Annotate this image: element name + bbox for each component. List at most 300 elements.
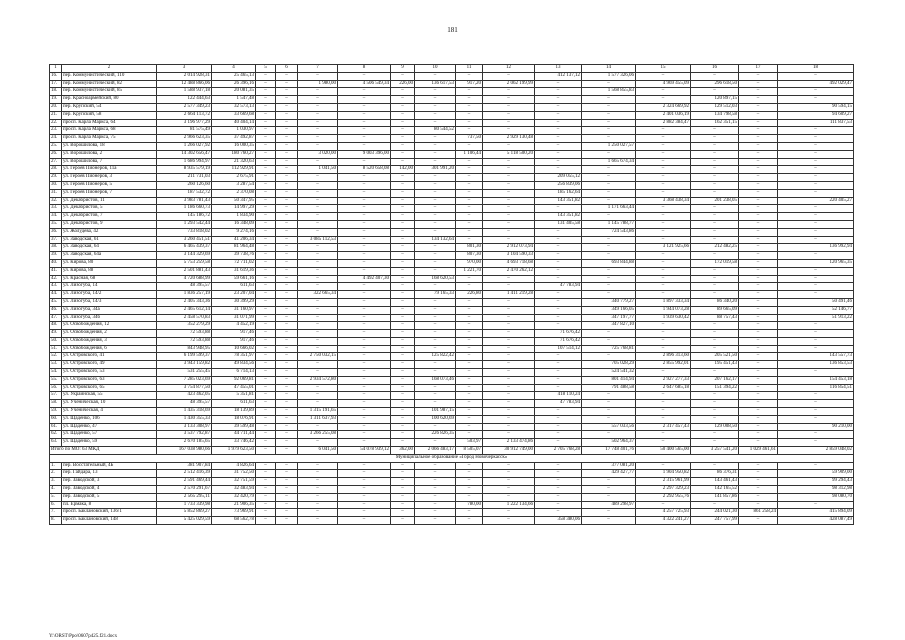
value-cell: – — [338, 369, 391, 377]
address-cell: ул. Лизогуба, 34б — [62, 314, 157, 322]
value-cell: – — [391, 174, 415, 182]
value-cell: – — [391, 205, 415, 213]
value-cell: – — [483, 400, 535, 408]
table-row — [50, 96, 854, 104]
address-cell: пер. Заводской, 5 — [62, 493, 157, 501]
value-cell: – — [691, 345, 739, 353]
value-cell: – — [338, 314, 391, 322]
value-cell: – — [535, 306, 582, 314]
value-cell: – — [391, 252, 415, 260]
section-heading-row — [50, 454, 854, 462]
value-cell: – — [256, 220, 276, 228]
value-cell: – — [276, 478, 298, 486]
value-cell: – — [582, 166, 636, 174]
value-cell: 136 853,53 — [778, 361, 854, 369]
value-cell: – — [636, 369, 691, 377]
value-cell: – — [338, 361, 391, 369]
value-cell: – — [415, 470, 456, 478]
value-cell: – — [739, 127, 778, 135]
value-cell: – — [298, 423, 338, 431]
value-cell: 2 501 881,43 — [157, 267, 212, 275]
table-row — [50, 111, 854, 119]
value-cell: 39 599,48 — [212, 423, 256, 431]
value-cell: 611,63 — [212, 400, 256, 408]
value-cell: 2 512 416,39 — [157, 470, 212, 478]
value-cell: 180 760,27 — [212, 150, 256, 158]
value-cell: – — [483, 111, 535, 119]
value-cell: 226 826,35 — [415, 431, 456, 439]
row-number-cell: 62. — [50, 431, 62, 439]
row-number-cell: 30. — [50, 181, 62, 189]
value-cell: – — [338, 244, 391, 252]
value-cell: – — [691, 330, 739, 338]
row-number-cell: 36. — [50, 228, 62, 236]
value-cell: – — [298, 88, 338, 96]
value-cell: – — [391, 150, 415, 158]
value-cell: – — [391, 158, 415, 166]
value-cell: 5 351,81 — [212, 392, 256, 400]
value-cell: – — [483, 415, 535, 423]
column-number-cell: 8 — [338, 65, 391, 73]
value-cell: – — [338, 267, 391, 275]
value-cell: 79 165,33 — [415, 291, 456, 299]
value-cell: 44 711,44 — [212, 431, 256, 439]
value-cell: – — [483, 478, 535, 486]
address-cell: просп. Карла Маркса, 68 — [62, 127, 157, 135]
table-row — [50, 166, 854, 174]
value-cell: – — [415, 322, 456, 330]
value-cell: – — [276, 384, 298, 392]
value-cell: 4 257 725,93 — [636, 509, 691, 517]
value-cell: – — [778, 72, 854, 80]
value-cell: 9 274,16 — [212, 228, 256, 236]
value-cell: – — [739, 88, 778, 96]
table-row — [50, 267, 854, 275]
value-cell: – — [582, 408, 636, 416]
value-cell: – — [415, 392, 456, 400]
value-cell: 1 980,00 — [298, 80, 338, 88]
row-number-cell: 37. — [50, 236, 62, 244]
value-cell: – — [691, 205, 739, 213]
value-cell: 142,00 — [391, 166, 415, 174]
address-cell: ул. Островского, 41 — [62, 353, 157, 361]
value-cell: – — [338, 283, 391, 291]
value-cell: 1 250 027,57 — [582, 142, 636, 150]
row-number-cell: 63. — [50, 439, 62, 447]
value-cell: – — [739, 267, 778, 275]
column-number-cell: 5 — [256, 65, 276, 73]
value-cell: – — [456, 392, 483, 400]
value-cell: – — [691, 415, 739, 423]
value-cell: – — [415, 205, 456, 213]
value-cell: – — [298, 267, 338, 275]
value-cell: – — [338, 298, 391, 306]
row-number-cell: 39. — [50, 252, 62, 260]
value-cell: 843 948,95 — [157, 345, 212, 353]
value-cell: – — [298, 103, 338, 111]
row-number-cell: 2. — [50, 470, 62, 478]
value-cell: 3 368 438,34 — [636, 197, 691, 205]
value-cell: – — [256, 197, 276, 205]
row-number-cell: 31. — [50, 189, 62, 197]
value-cell: – — [298, 275, 338, 283]
value-cell: 970,00 — [456, 259, 483, 267]
value-cell: – — [415, 135, 456, 143]
row-number-cell: 22. — [50, 119, 62, 127]
value-cell: – — [483, 119, 535, 127]
value-cell: 358 380,06 — [535, 517, 582, 525]
value-cell: – — [535, 291, 582, 299]
table-row — [50, 135, 854, 143]
value-cell: – — [535, 275, 582, 283]
value-cell: – — [391, 376, 415, 384]
value-cell: 80 544,52 — [415, 127, 456, 135]
value-cell: 557 033,56 — [582, 423, 636, 431]
value-cell: – — [276, 486, 298, 494]
column-number-cell: 7 — [298, 65, 338, 73]
value-cell: – — [391, 423, 415, 431]
value-cell: – — [276, 306, 298, 314]
value-cell: – — [691, 236, 739, 244]
value-cell: – — [298, 345, 338, 353]
value-cell: – — [535, 111, 582, 119]
value-cell: 211 731,03 — [157, 174, 212, 182]
address-cell: ул. Островского, 63 — [62, 376, 157, 384]
value-cell: 3 943 159,82 — [157, 361, 212, 369]
value-cell: – — [415, 462, 456, 470]
value-cell: – — [391, 213, 415, 221]
table-row — [50, 462, 854, 470]
value-cell: – — [636, 330, 691, 338]
value-cell: 1 588 937,18 — [157, 88, 212, 96]
row-number-cell: 29. — [50, 174, 62, 182]
value-cell: 141 857,86 — [691, 493, 739, 501]
value-cell: 1 171 663,44 — [582, 205, 636, 213]
value-cell: 120 965,35 — [778, 259, 854, 267]
value-cell: 32 420,79 — [212, 493, 256, 501]
value-cell: – — [691, 127, 739, 135]
column-number-cell: 15 — [636, 65, 691, 73]
value-cell: – — [636, 462, 691, 470]
value-cell: 1 733 339,98 — [157, 501, 212, 509]
value-cell: – — [778, 228, 854, 236]
value-cell: – — [535, 486, 582, 494]
value-cell: – — [535, 127, 582, 135]
value-cell: 101 987,15 — [415, 408, 456, 416]
value-cell: 917,46 — [212, 337, 256, 345]
value-cell: – — [415, 88, 456, 96]
value-cell: – — [391, 135, 415, 143]
value-cell: 1 665 674,34 — [582, 158, 636, 166]
value-cell: – — [778, 189, 854, 197]
table-row — [50, 408, 854, 416]
value-cell: – — [691, 158, 739, 166]
table-row — [50, 330, 854, 338]
value-cell: – — [739, 291, 778, 299]
value-cell: – — [636, 158, 691, 166]
value-cell: 1 430 355,33 — [157, 415, 212, 423]
value-cell: – — [415, 228, 456, 236]
value-cell: 120 897,15 — [691, 96, 739, 104]
value-cell: – — [582, 103, 636, 111]
value-cell: – — [483, 517, 535, 525]
value-cell: 8 935 579,19 — [157, 166, 212, 174]
value-cell: – — [636, 275, 691, 283]
address-cell: ул. Островского, 49 — [62, 361, 157, 369]
value-cell: – — [483, 392, 535, 400]
value-cell: – — [298, 135, 338, 143]
table-row — [50, 252, 854, 260]
value-cell: – — [739, 158, 778, 166]
row-number-cell: 33. — [50, 205, 62, 213]
page-number: 181 — [447, 26, 458, 34]
value-cell: – — [636, 236, 691, 244]
value-cell: – — [276, 392, 298, 400]
total-value-cell: 54 078 939,12 — [338, 447, 391, 455]
value-cell: – — [415, 486, 456, 494]
address-cell: ул. Щаденко, 106 — [62, 415, 157, 423]
value-cell: 2 664 113,72 — [157, 111, 212, 119]
value-cell: 73 969,91 — [212, 509, 256, 517]
value-cell: – — [415, 220, 456, 228]
value-cell: – — [456, 197, 483, 205]
table-row — [50, 150, 854, 158]
value-cell: – — [456, 283, 483, 291]
value-cell: 3 020,00 — [298, 150, 338, 158]
value-cell: – — [636, 267, 691, 275]
value-cell: – — [582, 213, 636, 221]
value-cell: – — [338, 103, 391, 111]
value-cell: – — [391, 220, 415, 228]
value-cell: 112 929,91 — [212, 166, 256, 174]
value-cell: – — [391, 486, 415, 494]
value-cell: – — [276, 80, 298, 88]
value-cell: 791 488,58 — [582, 384, 636, 392]
value-cell: – — [636, 213, 691, 221]
value-cell: – — [415, 509, 456, 517]
value-cell: 3 085 112,53 — [298, 236, 338, 244]
value-cell: – — [338, 197, 391, 205]
value-cell: 5 425 029,59 — [157, 517, 212, 525]
value-cell: – — [298, 96, 338, 104]
value-cell: – — [256, 408, 276, 416]
value-cell: 32 573,13 — [212, 103, 256, 111]
value-cell: – — [276, 298, 298, 306]
value-cell: – — [535, 259, 582, 267]
value-cell: 301 991,20 — [415, 166, 456, 174]
value-cell: – — [456, 353, 483, 361]
value-cell: – — [391, 345, 415, 353]
value-cell: 2 370,08 — [212, 189, 256, 197]
value-cell: 917,46 — [212, 330, 256, 338]
value-cell: – — [739, 135, 778, 143]
value-cell: – — [456, 400, 483, 408]
column-number-cell: 10 — [415, 65, 456, 73]
value-cell: – — [256, 353, 276, 361]
row-number-cell: 6. — [50, 501, 62, 509]
value-cell: – — [298, 517, 338, 525]
row-number-cell: 20. — [50, 103, 62, 111]
value-cell: – — [298, 252, 338, 260]
value-cell: – — [391, 330, 415, 338]
value-cell: 2 647 685,18 — [636, 384, 691, 392]
value-cell: – — [256, 486, 276, 494]
value-cell: – — [298, 111, 338, 119]
value-cell: – — [739, 423, 778, 431]
value-cell: – — [582, 111, 636, 119]
capital-repair-table — [49, 64, 854, 525]
table-row — [50, 291, 854, 299]
address-cell: ул. Ученическая, 4 — [62, 408, 157, 416]
table-row — [50, 228, 854, 236]
value-cell: – — [691, 291, 739, 299]
value-cell: – — [256, 415, 276, 423]
value-cell: – — [391, 431, 415, 439]
value-cell: – — [338, 72, 391, 80]
value-cell: – — [391, 244, 415, 252]
value-cell: – — [276, 174, 298, 182]
value-cell: 21 320,63 — [212, 158, 256, 166]
value-cell: – — [338, 236, 391, 244]
value-cell: – — [456, 423, 483, 431]
value-cell: – — [535, 501, 582, 509]
row-number-cell: 41. — [50, 267, 62, 275]
value-cell: – — [415, 345, 456, 353]
value-cell: – — [691, 431, 739, 439]
value-cell: – — [391, 400, 415, 408]
table-row — [50, 88, 854, 96]
value-cell: 48 395,57 — [157, 400, 212, 408]
value-cell: – — [739, 353, 778, 361]
table-row — [50, 493, 854, 501]
address-cell: ул. Ворошилова, 2 — [62, 150, 157, 158]
value-cell: – — [391, 517, 415, 525]
value-cell: 26 396,16 — [212, 80, 256, 88]
value-cell: 31 619,36 — [212, 267, 256, 275]
value-cell: – — [391, 322, 415, 330]
address-cell: ул. Освобождения, 3 — [62, 337, 157, 345]
value-cell: – — [778, 220, 854, 228]
value-cell: – — [636, 431, 691, 439]
table-row — [50, 197, 854, 205]
value-cell: – — [456, 361, 483, 369]
value-cell: – — [256, 174, 276, 182]
value-cell: – — [778, 135, 854, 143]
value-cell: – — [691, 439, 739, 447]
address-cell: ул. Героев Пионеров, 7 — [62, 189, 157, 197]
value-cell: – — [256, 189, 276, 197]
value-cell: – — [535, 244, 582, 252]
value-cell: – — [456, 127, 483, 135]
value-cell: – — [691, 166, 739, 174]
value-cell: – — [739, 236, 778, 244]
value-cell: – — [256, 400, 276, 408]
value-cell: – — [691, 252, 739, 260]
value-cell: 1 145 788,77 — [582, 220, 636, 228]
value-cell: – — [636, 127, 691, 135]
value-cell: – — [391, 439, 415, 447]
value-cell: – — [535, 119, 582, 127]
value-cell: 72 711,02 — [212, 259, 256, 267]
value-cell: 51 913,22 — [778, 314, 854, 322]
value-cell: – — [298, 486, 338, 494]
value-cell: – — [535, 228, 582, 236]
value-cell: – — [298, 369, 338, 377]
value-cell: 3 260 451,51 — [157, 236, 212, 244]
address-cell: ул. Кирова, 80 — [62, 259, 157, 267]
value-cell: – — [298, 322, 338, 330]
total-value-cell: – — [276, 447, 298, 455]
address-cell: пер. Коммунистический, 85 — [62, 88, 157, 96]
value-cell: 168 620,53 — [415, 275, 456, 283]
value-cell: 807,30 — [456, 252, 483, 260]
value-cell: – — [391, 298, 415, 306]
value-cell: – — [276, 213, 298, 221]
value-cell: 1 411 219,28 — [483, 291, 535, 299]
value-cell: 2 855 992,01 — [636, 361, 691, 369]
value-cell: 418 110,24 — [535, 392, 582, 400]
total-value-cell: 6 041,50 — [298, 447, 338, 455]
value-cell: 3 287,54 — [212, 181, 256, 189]
address-cell: пер. Восстательный, 4Б — [62, 462, 157, 470]
value-cell: 531 255,45 — [157, 369, 212, 377]
value-cell: – — [739, 80, 778, 88]
value-cell: – — [778, 142, 854, 150]
value-cell: – — [739, 314, 778, 322]
value-cell: – — [391, 236, 415, 244]
value-cell: – — [256, 361, 276, 369]
value-cell: – — [582, 330, 636, 338]
value-cell: 72 593,88 — [157, 337, 212, 345]
value-cell: – — [582, 415, 636, 423]
value-cell: – — [483, 376, 535, 384]
value-cell: 9 003 396,00 — [338, 150, 391, 158]
value-cell: 6 199 599,37 — [157, 353, 212, 361]
value-cell: 4 492 407,30 — [338, 275, 391, 283]
table-row — [50, 174, 854, 182]
value-cell: – — [456, 478, 483, 486]
value-cell: – — [739, 337, 778, 345]
value-cell: 503,97 — [456, 439, 483, 447]
value-cell: – — [483, 493, 535, 501]
value-cell: – — [739, 369, 778, 377]
row-number-cell: 24. — [50, 135, 62, 143]
address-cell: ул. Островского, 53 — [62, 369, 157, 377]
value-cell: – — [298, 439, 338, 447]
value-cell: – — [456, 337, 483, 345]
value-cell: – — [415, 150, 456, 158]
value-cell: – — [456, 72, 483, 80]
value-cell: 3 121 925,66 — [636, 244, 691, 252]
value-cell: 1 041,50 — [298, 166, 338, 174]
value-cell: – — [415, 493, 456, 501]
value-cell: – — [739, 119, 778, 127]
row-number-cell: 26. — [50, 150, 62, 158]
value-cell: 1 435 318,69 — [157, 408, 212, 416]
row-number-cell: 23. — [50, 127, 62, 135]
value-cell: – — [298, 392, 338, 400]
value-cell: – — [256, 72, 276, 80]
value-cell: – — [298, 298, 338, 306]
value-cell: – — [691, 392, 739, 400]
value-cell: – — [415, 361, 456, 369]
value-cell: 37 492,87 — [212, 135, 256, 143]
value-cell: – — [483, 228, 535, 236]
value-cell: – — [739, 431, 778, 439]
address-cell: ул. Ворошилова, 7 — [62, 158, 157, 166]
value-cell: – — [391, 408, 415, 416]
value-cell: – — [338, 392, 391, 400]
